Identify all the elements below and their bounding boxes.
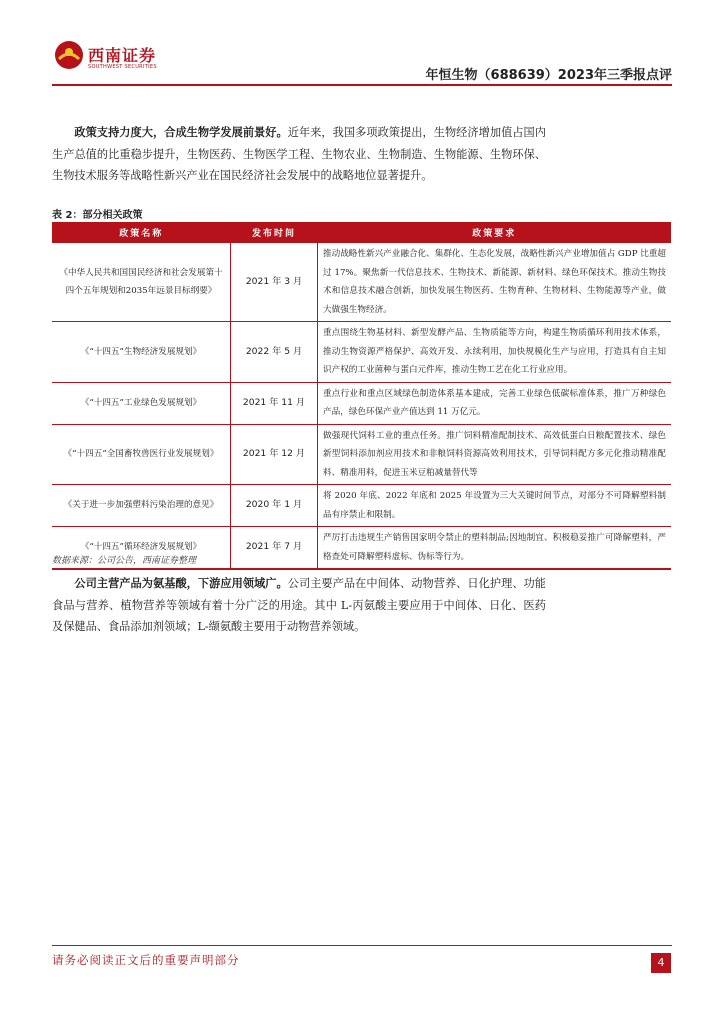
paragraph-lead: 政策支持力度大，合成生物学发展前景好。 <box>74 125 288 139</box>
policy-name-cell: 《“十四五”生物经济发展规划》 <box>52 322 231 383</box>
policy-date-cell: 2021 年 11 月 <box>231 382 318 424</box>
policy-requirement-cell: 推动战略性新兴产业融合化、集群化、生态化发展，战略性新兴产业增加值占 GDP 比重超过 17%。聚焦新一代信息技术、生物技术、新能源、新材料、绿色环保技术。推动生物技术和信息技术融合创新，加快发展生物医药、生物育种、生物材料、生物能源等产业，做大做强生物经济。 <box>318 243 672 322</box>
policy-requirement-cell: 重点围绕生物基材料、新型发酵产品、生物质能等方向，构建生物质循环利用技术体系，推动生物资源严格保护、高效开发、永续利用，加快规模化生产与应用，打造具有自主知识产权的工业菌种与蛋白元件库，推动生物工艺在化工行业应用。 <box>318 322 672 383</box>
table-row <box>52 382 671 424</box>
footer-disclaimer: 请务必阅读正文后的重要声明部分 <box>52 953 240 967</box>
table-row <box>52 322 671 383</box>
table-row <box>52 424 671 485</box>
policy-date-cell: 2020 年 1 月 <box>231 485 318 527</box>
southwest-securities-logo-icon <box>54 40 84 70</box>
policy-date-cell: 2022 年 5 月 <box>231 322 318 383</box>
table-title: 表 2：部分相关政策 <box>52 210 143 221</box>
brand-name-cn: 西南证券 <box>88 46 157 65</box>
header-policy-requirement: 政策要求 <box>318 222 672 243</box>
page-header <box>0 0 724 90</box>
policy-requirement-cell: 重点行业和重点区域绿色制造体系基本建成，完善工业绿色低碳标准体系，推广万种绿色产品，绿色环保产业产值达到 11 万亿元。 <box>318 382 672 424</box>
brand-name-en: SOUTHWEST SECURITIES <box>88 64 157 70</box>
header-release-date: 发布时间 <box>231 222 318 243</box>
policy-date-cell: 2021 年 12 月 <box>231 424 318 485</box>
paragraph-policy-support <box>52 122 546 187</box>
table-row <box>52 485 671 527</box>
paragraph-body: 公司主要产品在中间体、动物营养、日化护理、功能食品与营养、植物营养等领域有着十分广泛的用途。其中 L-丙氨酸主要应用于中间体、日化、医药及保健品、食品添加剂领域；L-缬氨酸主要用于动物营养领域。 <box>52 577 546 633</box>
policy-name-cell: 《“十四五”全国畜牧兽医行业发展规划》 <box>52 424 231 485</box>
policy-requirement-cell: 做强现代饲料工业的重点任务。推广饲料精准配制技术、高效低蛋白日粮配置技术、绿色新型饲料添加剂应用技术和非粮饲料资源高效利用技术，引导饲料配方多元化推动精准配料、精准用料，促进玉米豆粕减量替代等 <box>318 424 672 485</box>
policy-table <box>52 222 671 570</box>
table-row <box>52 243 671 322</box>
report-title: 年恒生物（688639）2023年三季报点评 <box>425 68 672 83</box>
policy-requirement-cell: 将 2020 年底、2022 年底和 2025 年设置为三大关键时间节点，对部分不可降解塑料制品有序禁止和限制。 <box>318 485 672 527</box>
paragraph-main-products <box>52 573 546 638</box>
paragraph-body: 近年来，我国多项政策提出，生物经济增加值占国内生产总值的比重稳步提升，生物医药、生物医学工程、生物农业、生物制造、生物能源、生物环保、生物技术服务等战略性新兴产业在国民经济社会发展中的战略地位显著提升。 <box>52 126 546 182</box>
policy-name-cell: 《“十四五”循环经济发展规划》 <box>52 527 231 570</box>
header-policy-name: 政策名称 <box>52 222 231 243</box>
policy-date-cell: 2021 年 7 月 <box>231 527 318 570</box>
table-header-row <box>52 222 671 243</box>
policy-date-cell: 2021 年 3 月 <box>231 243 318 322</box>
header-divider <box>52 84 672 86</box>
policy-name-cell: 《“十四五”工业绿色发展规划》 <box>52 382 231 424</box>
page-number: 4 <box>651 953 671 973</box>
policy-requirement-cell: 严厉打击违规生产销售国家明令禁止的塑料制品;因地制宜、积极稳妥推广可降解塑料，严格查处可降解塑料虚标、伪标等行为。 <box>318 527 672 570</box>
policy-name-cell: 《中华人民共和国国民经济和社会发展第十四个五年规划和2035年远景目标纲要》 <box>52 243 231 322</box>
policy-name-cell: 《关于进一步加强塑料污染治理的意见》 <box>52 485 231 527</box>
paragraph-lead: 公司主营产品为氨基酸，下游应用领域广。 <box>74 576 288 590</box>
footer-divider <box>52 945 672 946</box>
table-source-note: 数据来源：公司公告，西南证券整理 <box>52 556 197 566</box>
